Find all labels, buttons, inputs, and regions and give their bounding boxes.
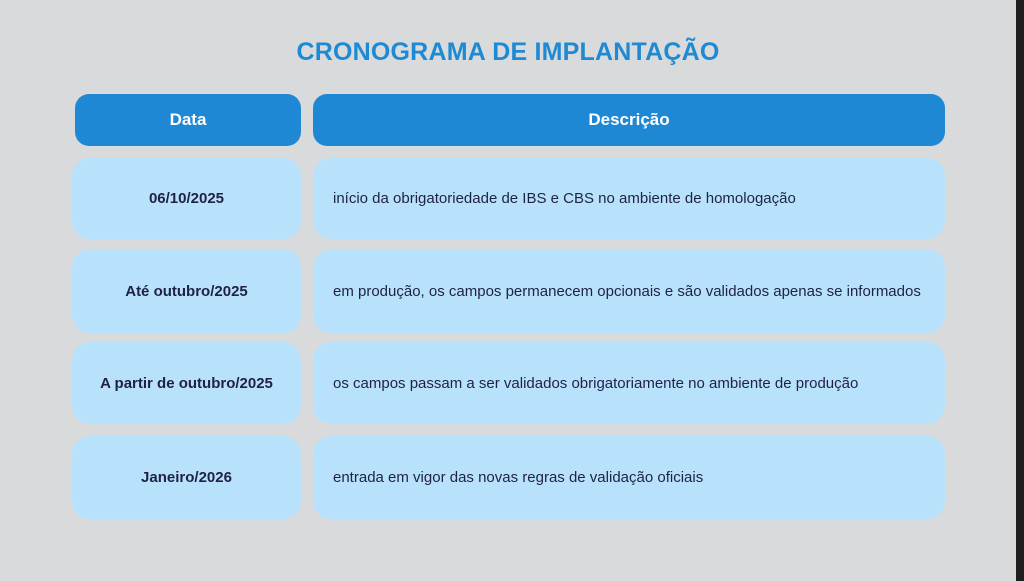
row-4-date: Janeiro/2026 <box>72 436 301 519</box>
header-date: Data <box>75 94 301 146</box>
row-1-date: 06/10/2025 <box>72 158 301 239</box>
row-2-description: em produção, os campos permanecem opcionais e são validados apenas se informados <box>313 249 945 333</box>
row-2-date: Até outubro/2025 <box>72 249 301 333</box>
row-3-date: A partir de outubro/2025 <box>72 342 301 424</box>
row-1-description: início da obrigatoriedade de IBS e CBS no ambiente de homologação <box>313 158 945 239</box>
window-edge <box>1016 0 1024 581</box>
header-description: Descrição <box>313 94 945 146</box>
row-3-description: os campos passam a ser validados obrigatoriamente no ambiente de produção <box>313 342 945 424</box>
page-title: CRONOGRAMA DE IMPLANTAÇÃO <box>296 38 720 66</box>
row-4-description: entrada em vigor das novas regras de validação oficiais <box>313 436 945 519</box>
